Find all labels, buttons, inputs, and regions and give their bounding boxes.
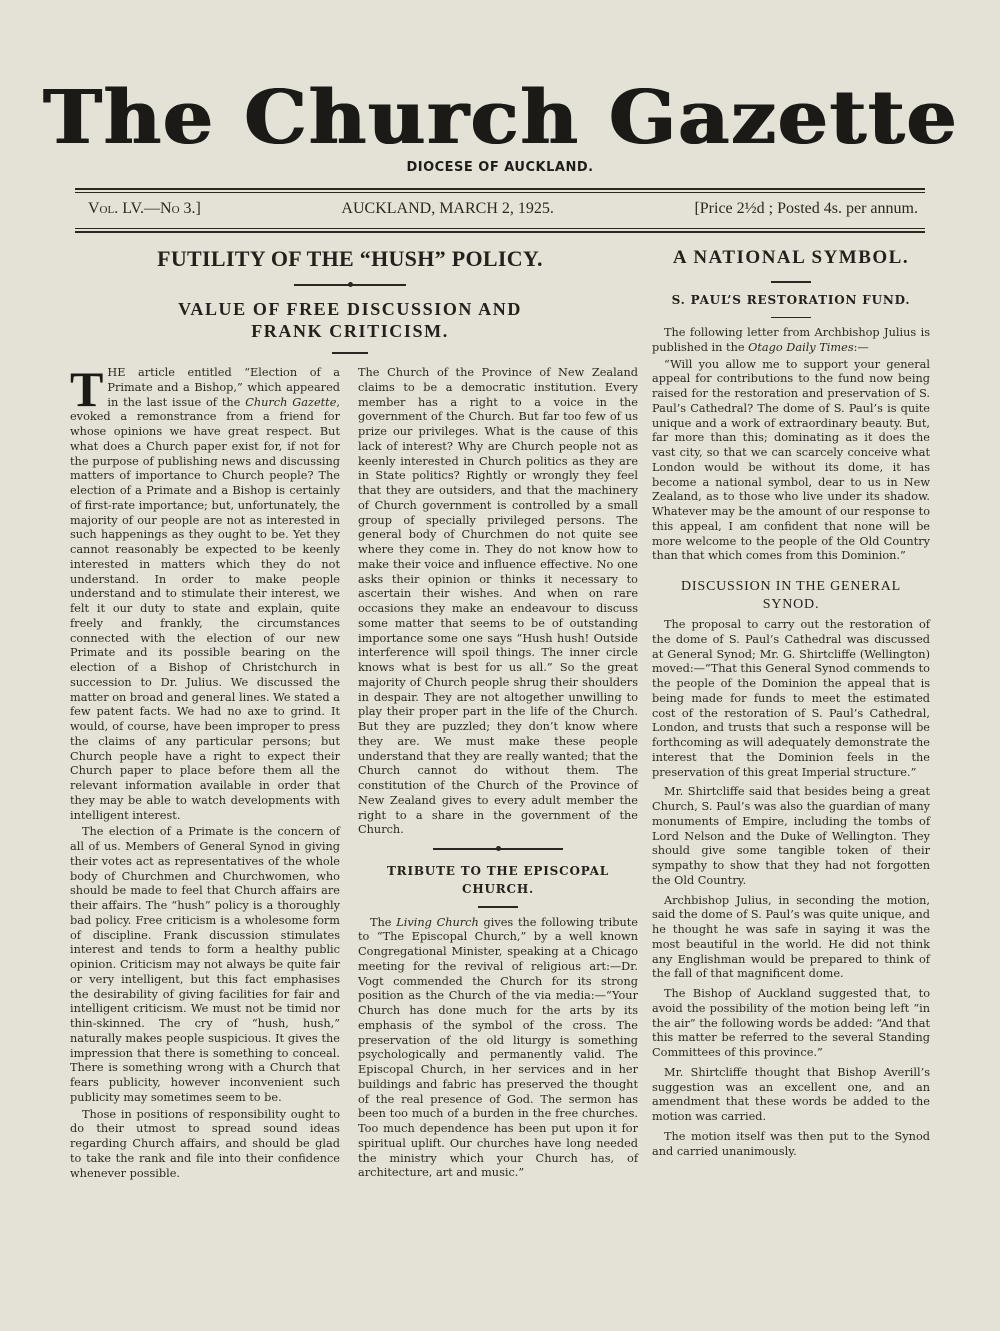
main-article-paragraph: Those in positions of responsibility ought to do their utmost to spread sound ideas regarding Church affairs, and should be glad to take the rank and file into their confidence whenever possible. [70, 1107, 340, 1180]
main-article-headline: FUTILITY OF THE “HUSH” POLICY. [157, 246, 543, 271]
column-middle [358, 366, 638, 1181]
tribute-headline: TRIBUTE TO THE EPISCOPAL CHURCH. [386, 864, 610, 896]
short-divider [771, 317, 811, 319]
column-left [70, 361, 340, 1181]
symbol-paragraph: The following letter from Archbishop Julius is published in the Otago Daily Times:— [652, 326, 930, 354]
dateline-rule-thin [75, 228, 925, 229]
symbol-paragraph: “Will you allow me to support your general appeal for contributions to the fund now being raised for the restoration and preservation of S. Paul’s Cathedral? The dome of S. Paul’s is quite unique and a work of extraordinary beauty. But, far more than this; dominating as it does the vast city, so that we can scarcely conceive what London would be without its dome, it has become a national symbol, dear to us in New Zealand, as to those who live under its shadow. Whatever may be the amount of our response to this appeal, I am confident that none will be more welcome to the people of the Old Country than that which comes from this Dominion.” [652, 357, 930, 563]
short-divider [478, 906, 518, 908]
main-article-paragraph: THE article entitled “Election of a Primate and a Bishop,” which appeared in the last issue of the Church Gazette, evoked a remonstrance from a friend for whose opinions we have great respect. But what does a Church paper exist for, if not for the purpose of publishing news and discussing matters of importance to Church people? The election of a Primate and a Bishop is certainly of first-rate importance; but, unfortunately, the majority of our people are not as interested in such happenings as they ought to be. Yet they cannot reasonably be expected to be keenly interested in matters which they do not understand. In order to make people understand and to stimulate their interest, we felt it our duty to state and explain, quite freely and frankly, the circumstances connected with the election of our new Primate and its possible bearing on the election of a Bishop of Christchurch in succession to Dr. Julius. We discussed the matter on broad and general lines. We stated a few patent facts. We had no axe to grind. It would, of course, have been improper to press the claims of any particular persons; but Church people have a right to expect their Church paper to place before them all the relevant information available in order that they may be able to watch developments with intelligent interest. [70, 361, 340, 822]
main-article-paragraph: The election of a Primate is the concern of all of us. Members of General Synod in giving their votes act as representatives of the whole body of Churchmen and Churchwomen, who should be made to feel that Church affairs are their affairs. The “hush” policy is a thoroughly bad policy. Free criticism is a wholesome form of discipline. Frank discussion stimulates interest and tends to form a healthy public opinion. Criticism may not always be quite fair or very intelligent, but this fact emphasises the desirability of giving facilities for fair and intelligent criticism. We must not be timid nor thin-skinned. The cry of “hush, hush,” naturally makes people suspicious. It gives the impression that there is something to conceal. There is something wrong with a Church that fears publicity, however inconvenient such publicity may sometimes seem to be. [70, 825, 340, 1104]
symbol-subheadline: S. PAUL’S RESTORATION FUND. [671, 292, 911, 307]
masthead-rule-top-thin [75, 192, 925, 193]
dateline-rule-thick [75, 231, 925, 233]
symbol-paragraph: The Bishop of Auckland suggested that, to avoid the possibility of the motion being left “in the air” the following words be added: “And that this matter be referred to the several Standing Committees of this province.” [652, 987, 930, 1059]
symbol-paragraph: Mr. Shirtcliffe said that besides being a great Church, S. Paul’s was also the guardian of many monuments of Empire, including the tombs of Lord Nelson and the Duke of Wellington. They should give some tangible token of their sympathy to show that they had not forgotten the Old Country. [652, 785, 930, 887]
synod-section-heading: DISCUSSION IN THE GENERAL SYNOD. [680, 579, 902, 612]
main-article-header [60, 246, 640, 362]
dateline [88, 200, 918, 218]
main-article-paragraph: The Church of the Province of New Zealand claims to be a democratic institution. Every member has a right to a voice in the government of the Church. But far too few of us prize our privileges. What is the cause of this lack of interest? Why are Church people not as keenly interested in Church politics as they are in State politics? Rightly or wrongly they feel that they are outsiders, and that the machinery of Church government is controlled by a small group of specially privileged persons. The general body of Churchmen do not quite see where they come in. They do not know how to make their voice and influence effective. No one asks their opinion or thinks it necessary to ascertain their wishes. And when on rare occasions they make an endeavour to discuss some matter that seems to be of outstanding importance some one says “Hush hush! Outside interference will spoil things. The inner circle knows what is best for us all.” So the great majority of Church people shrug their shoulders in despair. They are not altogether unwilling to play their proper part in the life of the Church. But they are puzzled; they don’t know where they are. We must make these people understand that they are really wanted; that the Church cannot do without them. The constitution of the Church of the Province of New Zealand gives to every adult member the right to a share in the government of the Church. [358, 366, 638, 837]
symbol-headline: A NATIONAL SYMBOL. [672, 247, 910, 268]
symbol-paragraph: The motion itself was then put to the Synod and carried unanimously. [652, 1129, 930, 1158]
masthead [42, 75, 958, 161]
volume-number: Vol. LV.—No 3.] [88, 200, 201, 217]
masthead-rule-top [75, 188, 925, 190]
tribute-paragraph: The Living Church gives the following tribute to “The Episcopal Church,” by a well known Congregational Minister, speaking at a Chicago meeting for the revival of religious art:—Dr. Vogt commended the Church for its strong position as the Church of the via media:—“Your Church has done much for the arts by its emphasis of the symbol of the cross. The preservation of the old liturgy is something psychologically and permanently valid. The Episcopal Church, in her services and in her buildings and fabric has preserved the thought of the real presence of God. The sermon has been too much of a burden in the free churches. Too much dependence has been put upon it for spiritual uplift. Our churches have long needed the ministry which your Church has, of architecture, art and music.” [358, 915, 638, 1180]
place-date: AUCKLAND, MARCH 2, 1925. [341, 200, 554, 217]
short-divider [771, 281, 811, 283]
masthead-title: The Church Gazette [42, 75, 958, 161]
symbol-paragraph: Mr. Shirtcliffe thought that Bishop Averill’s suggestion was an excellent one, and an amendment that these words be added to the motion was carried. [652, 1065, 930, 1123]
column-right [652, 246, 930, 1159]
masthead-subtitle: DIOCESE OF AUCKLAND. [406, 160, 594, 175]
drop-cap: T [70, 361, 104, 417]
short-divider [332, 352, 368, 354]
symbol-paragraph: The proposal to carry out the restoration of the dome of S. Paul’s Cathedral was discussed at General Synod; Mr. G. Shirtcliffe (Wellington) moved:—“That this General Synod commends to the people of the Dominion the appeal that is being made for funds to meet the estimated cost of the restoration of S. Paul’s Cathedral, London, and trusts that such a response will be forthcoming as will adequately demonstrate the interest that the Dominion feels in the preservation of this great Imperial structure.” [652, 618, 930, 779]
main-article-subheadline: VALUE OF FREE DISCUSSION AND FRANK CRITICISM. [178, 299, 522, 341]
symbol-paragraph: Archbishop Julius, in seconding the motion, said the dome of S. Paul’s was quite unique, and he thought he was safe in saying it was the most beautiful in the world. He did not think any Englishman would be prepared to think of the fall of that magnificent dome. [652, 893, 930, 981]
price-info: [Price 2½d ; Posted 4s. per annum. [694, 200, 918, 217]
ornament-divider [294, 282, 406, 288]
ornament-divider [433, 846, 563, 852]
